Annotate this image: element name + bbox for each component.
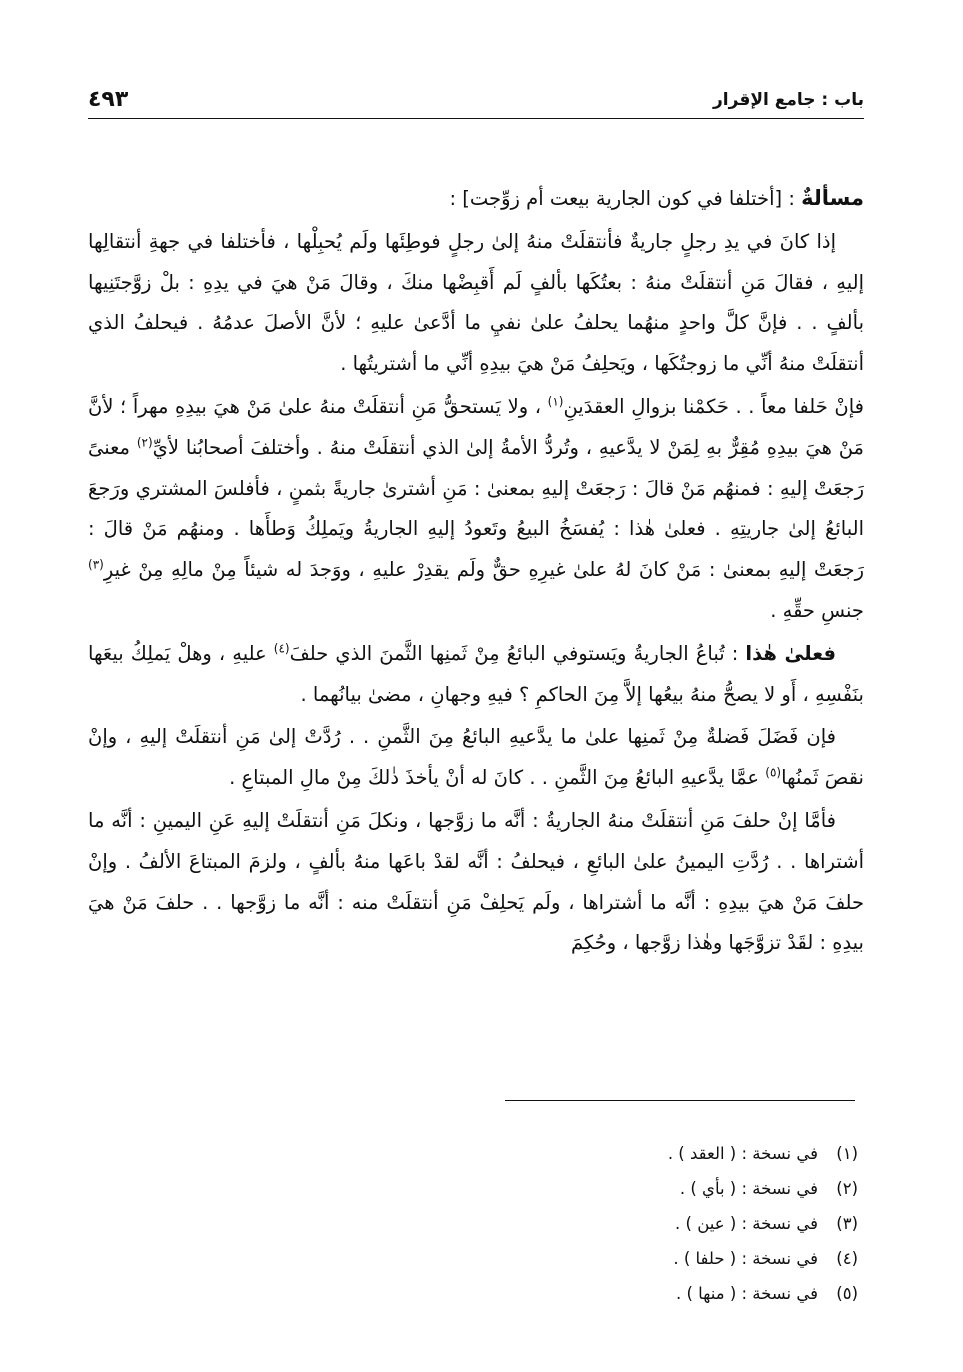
footnote-number: (١) <box>836 1144 858 1163</box>
section-heading <box>88 178 864 220</box>
paragraph-2-part-c: معنىً رَجعَتْ إليهِ : فمنهُم مَنْ قالَ : رَجعَتْ إليهِ بمعنىٰ : مَنِ أشترىٰ جاريةً بثمنٍ ، فأفلسَ المشتري ورَجعَ البائعُ إلىٰ جاريتِهِ . فعلىٰ هٰذا : يُفسَخُ البيعُ وتَعودُ إليهِ الجاريةُ ويَملِكُ وَطأَها . ومنهُم مَنْ قالَ : رَجعَتْ إليهِ بمعنىٰ : مَنْ كانَ لهُ علىٰ غيرِهِ حقٌّ ولَم يقدِرْ عليهِ ، ووَجدَ له شيئاً مِنْ مالِهِ مِنْ غيرِ <box>88 435 864 582</box>
footnote-ref-2: (٢) <box>136 435 153 450</box>
paragraph-3-part-b: عليهِ ، وهلْ يَملِكُ بيعَها بنَفْسِهِ ، أَو لا يصحُّ منهُ بيعُها إلاَّ مِنَ الحاكمِ ؟ فيهِ وجهانِ ، مضىٰ بيانُهما . <box>88 641 864 706</box>
paragraph-4-part-b: عمَّا يدَّعيهِ البائعُ مِنَ الثَّمنِ . . كانَ له أنْ يأخذَ ذٰلكَ مِنْ مالِ المبتاعِ . <box>229 766 766 790</box>
footnote-number: (٣) <box>836 1214 858 1233</box>
paragraph-2-part-d: جنسِ حقِّهِ . <box>770 598 864 622</box>
paragraph-3-part-a: : تُباعُ الجاريةُ ويَستوفي البائعُ مِنْ ثَمنِها الثَّمنَ الذي حلفَ <box>289 641 746 665</box>
footnote-item <box>358 1241 858 1276</box>
paragraph-4-part-a: فإن فَضَلَ فَضلةٌ مِنْ ثَمنِها علىٰ ما يدَّعيهِ البائعُ مِنَ الثَّمنِ . . رُدَّتْ إلىٰ مَنِ أنتقلَتْ إليهِ ، وإنْ نقصَ ثَمنُها <box>88 725 864 790</box>
paragraph-2 <box>88 387 864 632</box>
footnotes <box>358 1136 858 1311</box>
footnote-item <box>358 1171 858 1206</box>
footnote-ref-5: (٥) <box>765 765 782 780</box>
footnote-item <box>358 1206 858 1241</box>
footnote-item <box>358 1136 858 1171</box>
footnote-number: (٢) <box>836 1179 858 1198</box>
page-number: ٤٩٣ <box>88 87 129 112</box>
paragraph-1: إذا كانَ في يدِ رجلٍ جاريةٌ فأنتقلَتْ منهُ إلىٰ رجلٍ فوطِئَها ولَم يُحبِلْها ، فأختلفا في جهةِ أنتقالِها إليهِ ، فقالَ مَنِ أنتقلَتْ منهُ : بعتُكَها بألفٍ لَم أَقبِضْها منكَ ، وقالَ مَنْ هيَ في يدِهِ : بلْ زوَّجتَنِيها بألفٍ . . فإنَّ كلَّ واحدٍ منهُما يحلفُ علىٰ نفيِ ما أدَّعىٰ عليهِ ؛ لأنَّ الأصلَ عدمُهُ . فيحلفُ الذي أنتقلَتْ منهُ أنِّي ما زوجتُكَها ، ويَحلِفُ مَنْ هيَ بيدِهِ أنِّي ما أشتريتُها . <box>88 229 864 376</box>
footnote-ref-1: (١) <box>547 394 564 409</box>
paragraph-2-part-b: ، ولا يَستحقُّ مَنِ أنتقلَتْ منهُ علىٰ مَنْ هيَ بيدِهِ مهراً ؛ لأنَّ مَنْ هيَ بيدِهِ مُقِرٌّ بهِ لِمَنْ لا يدَّعيهِ ، وتُردُّ الأمةُ إلىٰ الذي أنتقلَتْ منهُ . وأختلفَ أصحابُنا لأيِّ <box>88 394 864 459</box>
paragraph-5: فأمَّا إنْ حلفَ مَنِ أنتقلَتْ منهُ الجاريةُ : أنَّه ما زوَّجها ، ونكلَ مَنِ أنتقلَتْ إليهِ عَنِ اليمينِ : أنَّه ما أشتراها . . رُدَّتِ اليمينُ علىٰ البائعِ ، فيحلفُ : أنَّه لقدْ باعَها منهُ بألفٍ ، ولزمَ المبتاعَ الألفُ . وإنْ حلفَ مَنْ هيَ بيدِهِ : أنَّه ما أشتراها ، ولَم يَحلِفْ مَنِ أنتقلَتْ منه : أنَّه ما زوَّجها . . حلفَ مَنْ هيَ بيدِهِ : لقَدْ تزوَّجَها وهٰذا زوَّجها ، وحُكِمَ <box>88 808 864 955</box>
main-text <box>88 178 864 966</box>
footnote-text: في نسخة : ( حلفا ) . <box>673 1249 818 1268</box>
heading-title: : [أختلفا في كون الجارية بيعت أم زوِّجت] : <box>449 187 802 210</box>
footnote-number: (٤) <box>836 1249 858 1268</box>
heading-word: مسألةٌ <box>801 186 864 210</box>
page-header <box>88 82 864 119</box>
paragraph-3 <box>88 634 864 716</box>
footnote-text: في نسخة : ( العقد ) . <box>667 1144 818 1163</box>
chapter-title: باب : جامع الإقرار <box>713 90 864 110</box>
footnote-item <box>358 1276 858 1311</box>
footnote-text: في نسخة : ( بأي ) . <box>679 1179 818 1198</box>
paragraph-2-part-a: فإنْ حَلفا معاً . . حَكمْنا بزوالِ العقدَينِ <box>563 394 864 418</box>
paragraph-3-lead: فعلىٰ هٰذا <box>745 641 836 665</box>
footnote-text: في نسخة : ( عين ) . <box>675 1214 818 1233</box>
paragraph-4 <box>88 717 864 799</box>
footnote-number: (٥) <box>836 1284 858 1303</box>
footnote-divider <box>505 1100 855 1101</box>
footnote-ref-3: (٣) <box>88 557 104 572</box>
footnote-text: في نسخة : ( منها ) . <box>675 1284 818 1303</box>
footnote-ref-4: (٤) <box>273 641 290 656</box>
